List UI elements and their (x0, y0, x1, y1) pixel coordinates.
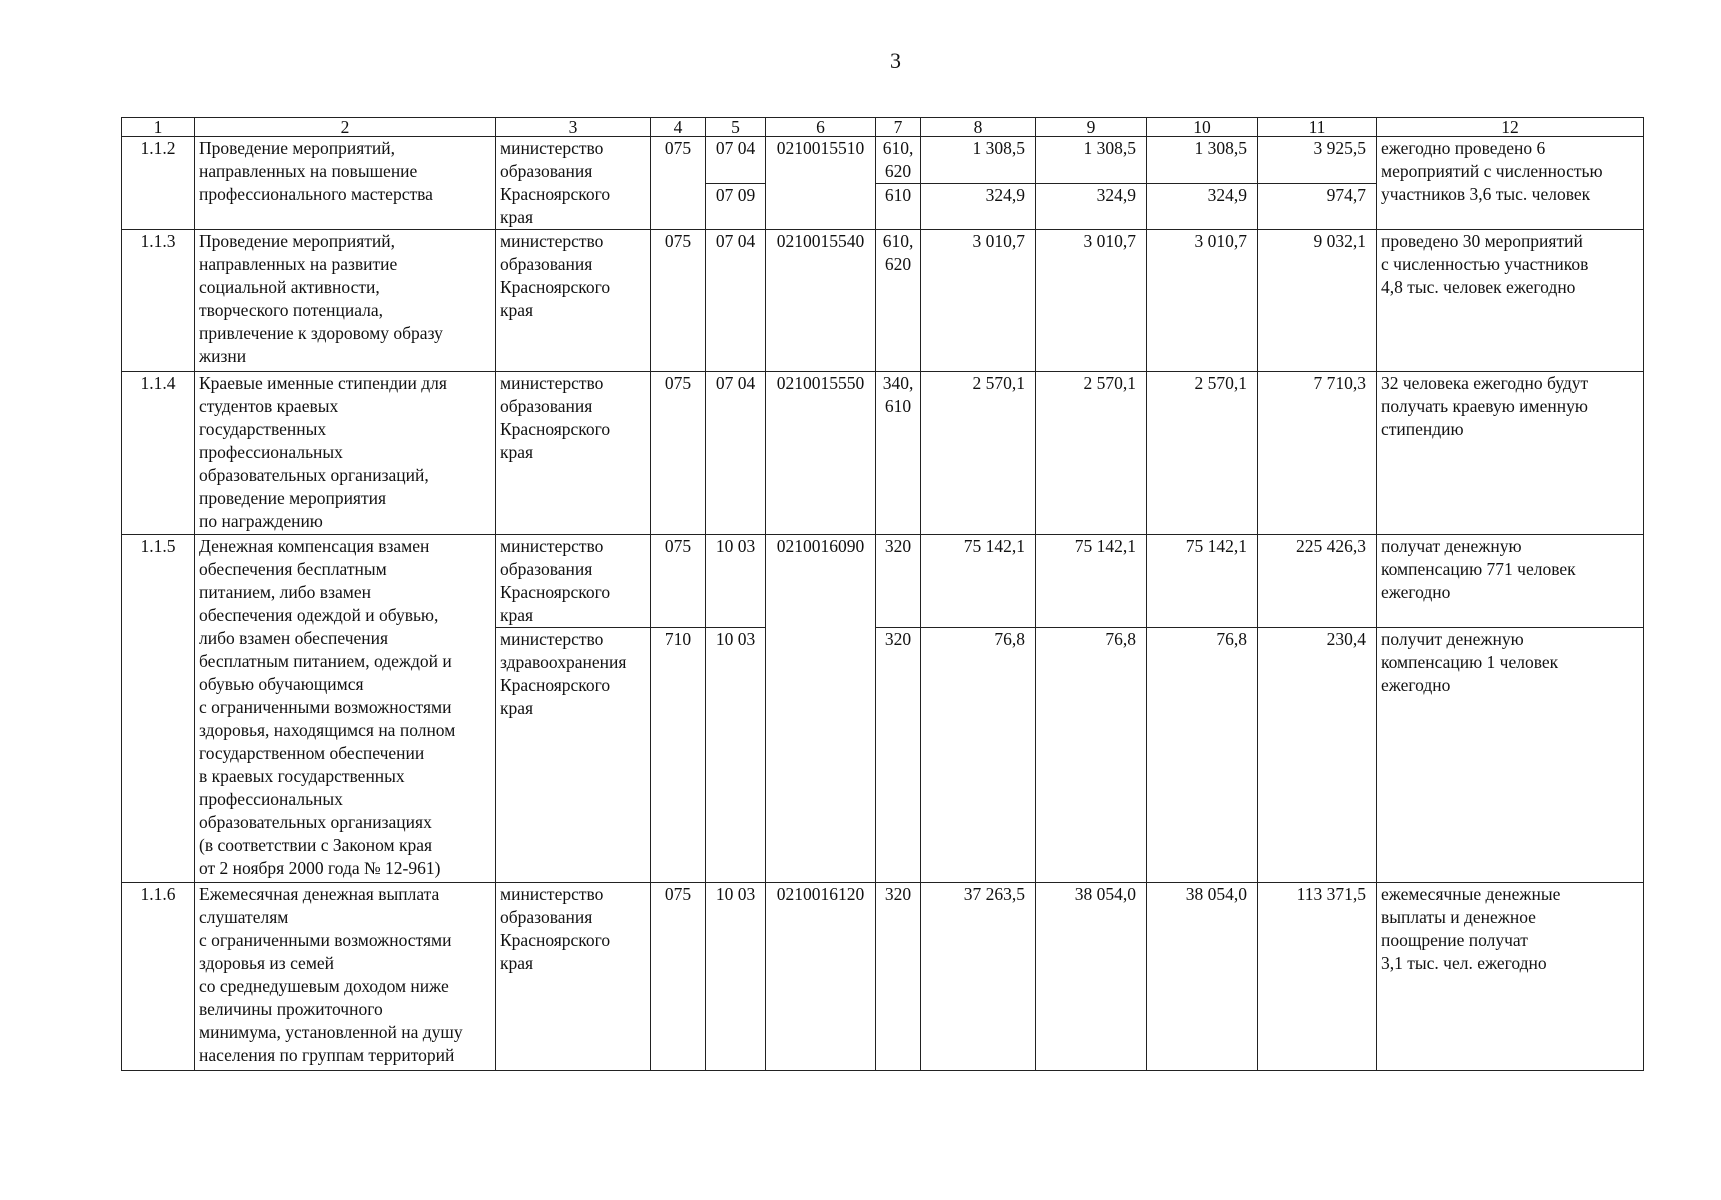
value-11: 230,4 (1258, 628, 1377, 883)
row-number: 1.1.3 (122, 230, 195, 372)
value-8: 76,8 (921, 628, 1036, 883)
row-number: 1.1.2 (122, 137, 195, 230)
value-10: 2 570,1 (1147, 372, 1258, 535)
table-row (122, 137, 1644, 184)
value-10: 76,8 (1147, 628, 1258, 883)
column-header: 5 (706, 118, 766, 137)
column-header: 2 (195, 118, 496, 137)
ministry: министерство образования Красноярского края (496, 137, 651, 230)
value-11: 113 371,5 (1258, 883, 1377, 1071)
value-9: 3 010,7 (1036, 230, 1147, 372)
row-number: 1.1.4 (122, 372, 195, 535)
value-10: 1 308,5 (1147, 137, 1258, 184)
result: ежегодно проведено 6 мероприятий с численностью участников 3,6 тыс. человек (1377, 137, 1644, 230)
table-row (122, 372, 1644, 535)
value-9: 75 142,1 (1036, 535, 1147, 628)
value-8: 2 570,1 (921, 372, 1036, 535)
value-10: 3 010,7 (1147, 230, 1258, 372)
column-header: 7 (876, 118, 921, 137)
code-5: 10 03 (706, 535, 766, 628)
result: проведено 30 мероприятий с численностью участников 4,8 тыс. человек ежегодно (1377, 230, 1644, 372)
code-5: 07 04 (706, 372, 766, 535)
value-9: 76,8 (1036, 628, 1147, 883)
budget-table (121, 117, 1644, 1071)
value-10: 38 054,0 (1147, 883, 1258, 1071)
ministry: министерство образования Красноярского края (496, 230, 651, 372)
column-header: 11 (1258, 118, 1377, 137)
code-4: 075 (651, 372, 706, 535)
header-row (122, 118, 1644, 137)
row-number: 1.1.6 (122, 883, 195, 1071)
ministry: министерство образования Красноярского края (496, 535, 651, 628)
code-4: 075 (651, 137, 706, 230)
code-5: 07 09 (706, 184, 766, 230)
value-8: 1 308,5 (921, 137, 1036, 184)
result: получит денежную компенсацию 1 человек ежегодно (1377, 628, 1644, 883)
column-header: 8 (921, 118, 1036, 137)
activity-name: Проведение мероприятий, направленных на повышение профессионального мастерства (195, 137, 496, 230)
column-header: 9 (1036, 118, 1147, 137)
code-6: 0210015550 (766, 372, 876, 535)
ministry: министерство здравоохранения Красноярского края (496, 628, 651, 883)
value-8: 3 010,7 (921, 230, 1036, 372)
code-6: 0210015510 (766, 137, 876, 230)
code-7: 320 (876, 628, 921, 883)
ministry: министерство образования Красноярского края (496, 372, 651, 535)
code-5: 07 04 (706, 230, 766, 372)
activity-name: Денежная компенсация взамен обеспечения бесплатным питанием, либо взамен обеспечения одеждой и обувью, либо взамен обеспечения бесплатным питанием, одеждой и обувью обучающимся с ограниченными возможностями здоровья, находящимся на полном государственном обеспечении в краевых государственных профессиональных образовательных организациях (в соответствии с Законом края от 2 ноября 2000 года № 12-961) (195, 535, 496, 883)
page-number: 3 (890, 48, 901, 73)
value-11: 225 426,3 (1258, 535, 1377, 628)
activity-name: Ежемесячная денежная выплата слушателям с ограниченными возможностями здоровья из семей со среднедушевым доходом ниже величины прожиточного минимума, установленной на душу населения по группам территорий (195, 883, 496, 1071)
value-8: 75 142,1 (921, 535, 1036, 628)
code-4: 710 (651, 628, 706, 883)
value-9: 38 054,0 (1036, 883, 1147, 1071)
code-7: 610, 620 (876, 230, 921, 372)
code-4: 075 (651, 230, 706, 372)
value-11: 3 925,5 (1258, 137, 1377, 184)
value-10: 324,9 (1147, 184, 1258, 230)
column-header: 12 (1377, 118, 1644, 137)
activity-name: Проведение мероприятий, направленных на развитие социальной активности, творческого потенциала, привлечение к здоровому образу жизни (195, 230, 496, 372)
code-5: 10 03 (706, 628, 766, 883)
value-11: 9 032,1 (1258, 230, 1377, 372)
code-7: 320 (876, 883, 921, 1071)
code-5: 07 04 (706, 137, 766, 184)
value-8: 37 263,5 (921, 883, 1036, 1071)
code-4: 075 (651, 535, 706, 628)
result: получат денежную компенсацию 771 человек ежегодно (1377, 535, 1644, 628)
column-header: 3 (496, 118, 651, 137)
value-10: 75 142,1 (1147, 535, 1258, 628)
code-7: 340, 610 (876, 372, 921, 535)
code-6: 0210016090 (766, 535, 876, 883)
table-row (122, 535, 1644, 628)
value-8: 324,9 (921, 184, 1036, 230)
code-7: 610 (876, 184, 921, 230)
value-9: 1 308,5 (1036, 137, 1147, 184)
column-header: 1 (122, 118, 195, 137)
row-number: 1.1.5 (122, 535, 195, 883)
column-header: 4 (651, 118, 706, 137)
code-6: 0210015540 (766, 230, 876, 372)
value-11: 974,7 (1258, 184, 1377, 230)
code-4: 075 (651, 883, 706, 1071)
ministry: министерство образования Красноярского края (496, 883, 651, 1071)
column-header: 6 (766, 118, 876, 137)
table-row (122, 883, 1644, 1071)
code-6: 0210016120 (766, 883, 876, 1071)
result: ежемесячные денежные выплаты и денежное поощрение получат 3,1 тыс. чел. ежегодно (1377, 883, 1644, 1071)
column-header: 10 (1147, 118, 1258, 137)
value-9: 2 570,1 (1036, 372, 1147, 535)
activity-name: Краевые именные стипендии для студентов краевых государственных профессиональных образовательных организаций, проведение мероприятия по награждению (195, 372, 496, 535)
table-row (122, 230, 1644, 372)
code-7: 610, 620 (876, 137, 921, 184)
value-9: 324,9 (1036, 184, 1147, 230)
code-7: 320 (876, 535, 921, 628)
result: 32 человека ежегодно будут получать краевую именную стипендию (1377, 372, 1644, 535)
code-5: 10 03 (706, 883, 766, 1071)
value-11: 7 710,3 (1258, 372, 1377, 535)
